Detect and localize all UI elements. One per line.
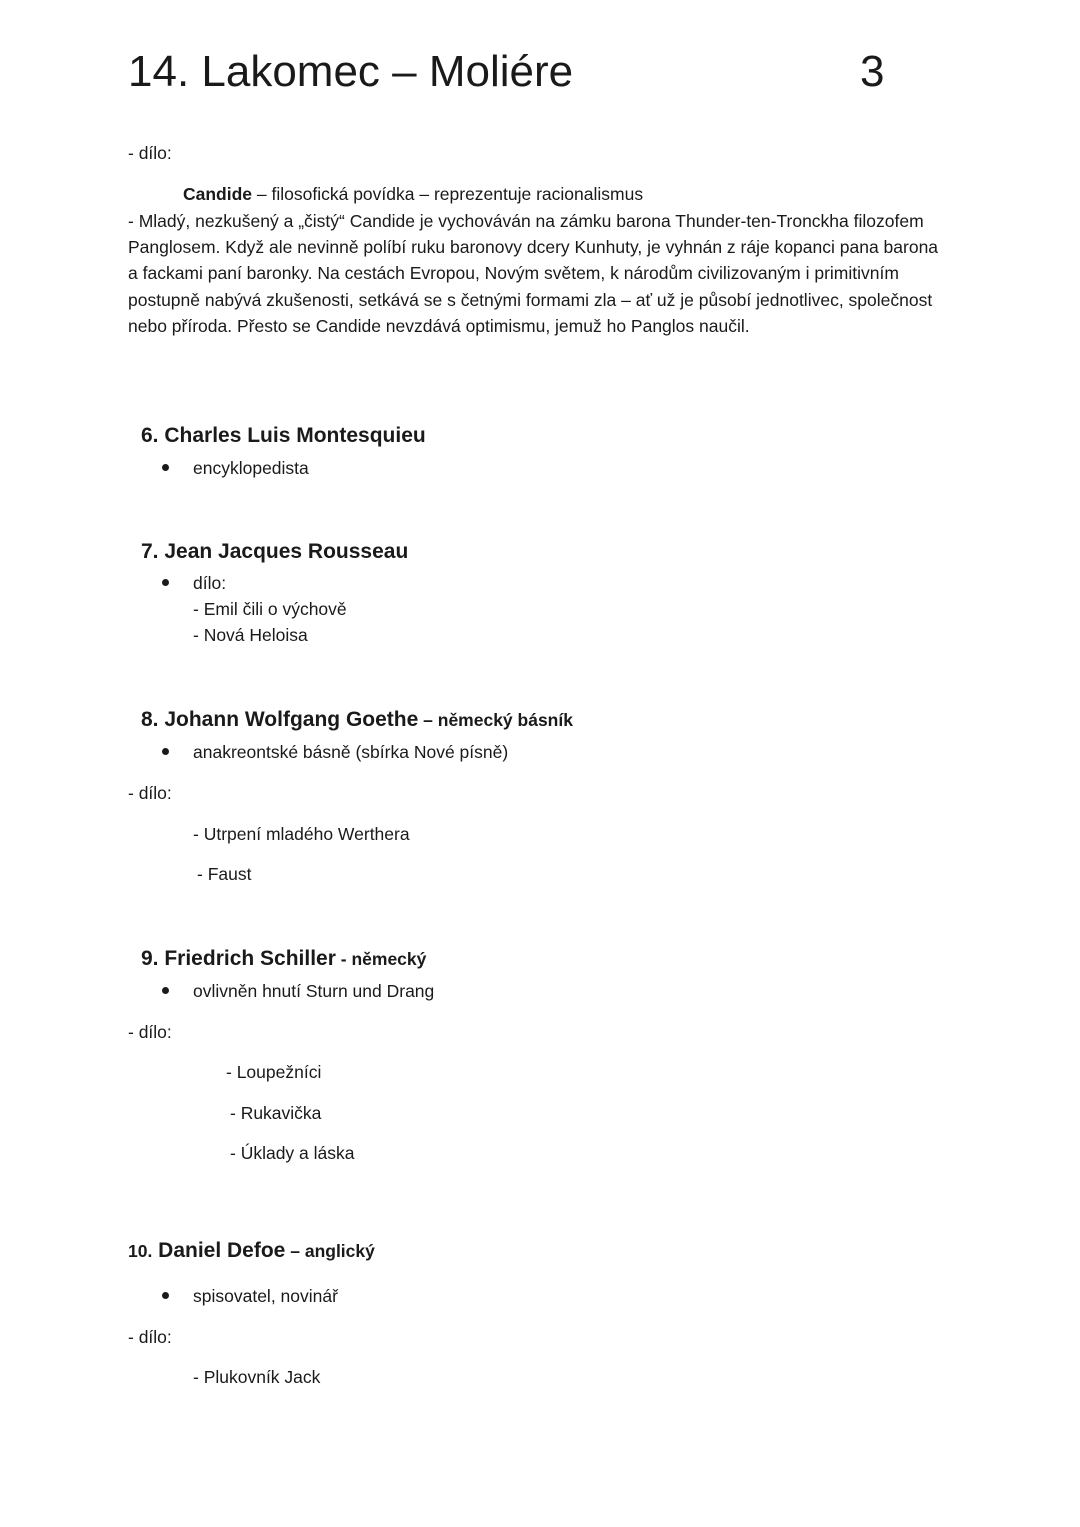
work-schiller-1: - Loupežníci bbox=[226, 1062, 322, 1082]
work-schiller-3: - Úklady a láska bbox=[230, 1143, 355, 1163]
dilo-label-goethe: - dílo: bbox=[128, 783, 172, 803]
page-title: 14. Lakomec – Moliére bbox=[128, 47, 574, 96]
work-schiller-2: - Rukavička bbox=[230, 1103, 322, 1123]
work-title-candide: Candide bbox=[183, 184, 253, 204]
heading-goethe: 8. Johann Wolfgang Goethe bbox=[141, 708, 419, 731]
dilo-label-voltaire: - dílo: bbox=[128, 143, 172, 163]
bullet-icon bbox=[162, 464, 169, 471]
work-goethe-1: - Utrpení mladého Werthera bbox=[193, 824, 410, 844]
candide-summary: - Mladý, nezkušený a „čistý“ Candide je vychováván na zámku barona Thunder-ten-Tronckha filozofem Panglosem. Když ale nevinně políbí ruku baronovy dcery Kunhuty, je vyhnán z ráje kopanci pana barona a fackami paní baronky. Na cestách Evropou, Novým světem, k národům civilizovaným i primitivním postupně nabývá zkušenosti, setkává se s četnými formami zla – ať už je působí jednotlivec, společnost nebo příroda. Přesto se Candide nevzdává optimismu, jemuž ho Panglos naučil. bbox=[128, 211, 939, 336]
dilo-label-defoe: - dílo: bbox=[128, 1327, 172, 1347]
bullet-montesquieu: encyklopedista bbox=[193, 458, 309, 478]
bullet-icon bbox=[162, 987, 169, 994]
heading-schiller-line bbox=[141, 945, 426, 973]
work-goethe-2: - Faust bbox=[197, 864, 252, 884]
subtitle-schiller: - německý bbox=[335, 949, 427, 969]
work-rousseau-2: - Nová Heloisa bbox=[193, 625, 308, 645]
bullet-icon bbox=[162, 579, 169, 586]
work-defoe-1: - Plukovník Jack bbox=[193, 1367, 321, 1387]
bullet-icon bbox=[162, 1292, 169, 1299]
heading-defoe-number: 10. bbox=[128, 1241, 153, 1261]
bullet-schiller: ovlivněn hnutí Sturn und Drang bbox=[193, 981, 435, 1001]
candide-line bbox=[183, 181, 643, 207]
bullet-icon bbox=[162, 748, 169, 755]
dilo-label-schiller: - dílo: bbox=[128, 1022, 172, 1042]
heading-defoe: Daniel Defoe bbox=[152, 1239, 286, 1262]
page-number: 3 bbox=[860, 47, 885, 96]
work-desc-candide: – filosofická povídka – reprezentuje racionalismus bbox=[252, 184, 644, 204]
heading-montesquieu: 6. Charles Luis Montesquieu bbox=[141, 424, 426, 447]
subtitle-goethe: – německý básník bbox=[418, 710, 573, 730]
work-rousseau-1: - Emil čili o výchově bbox=[193, 599, 347, 619]
heading-goethe-line bbox=[141, 706, 573, 734]
bullet-goethe: anakreontské básně (sbírka Nové písně) bbox=[193, 742, 509, 762]
heading-rousseau: 7. Jean Jacques Rousseau bbox=[141, 540, 409, 563]
heading-defoe-line bbox=[128, 1237, 375, 1265]
subtitle-defoe: – anglický bbox=[285, 1241, 375, 1261]
bullet-defoe: spisovatel, novinář bbox=[193, 1286, 338, 1306]
bullet-rousseau: dílo: bbox=[193, 573, 227, 593]
heading-schiller: 9. Friedrich Schiller bbox=[141, 947, 336, 970]
